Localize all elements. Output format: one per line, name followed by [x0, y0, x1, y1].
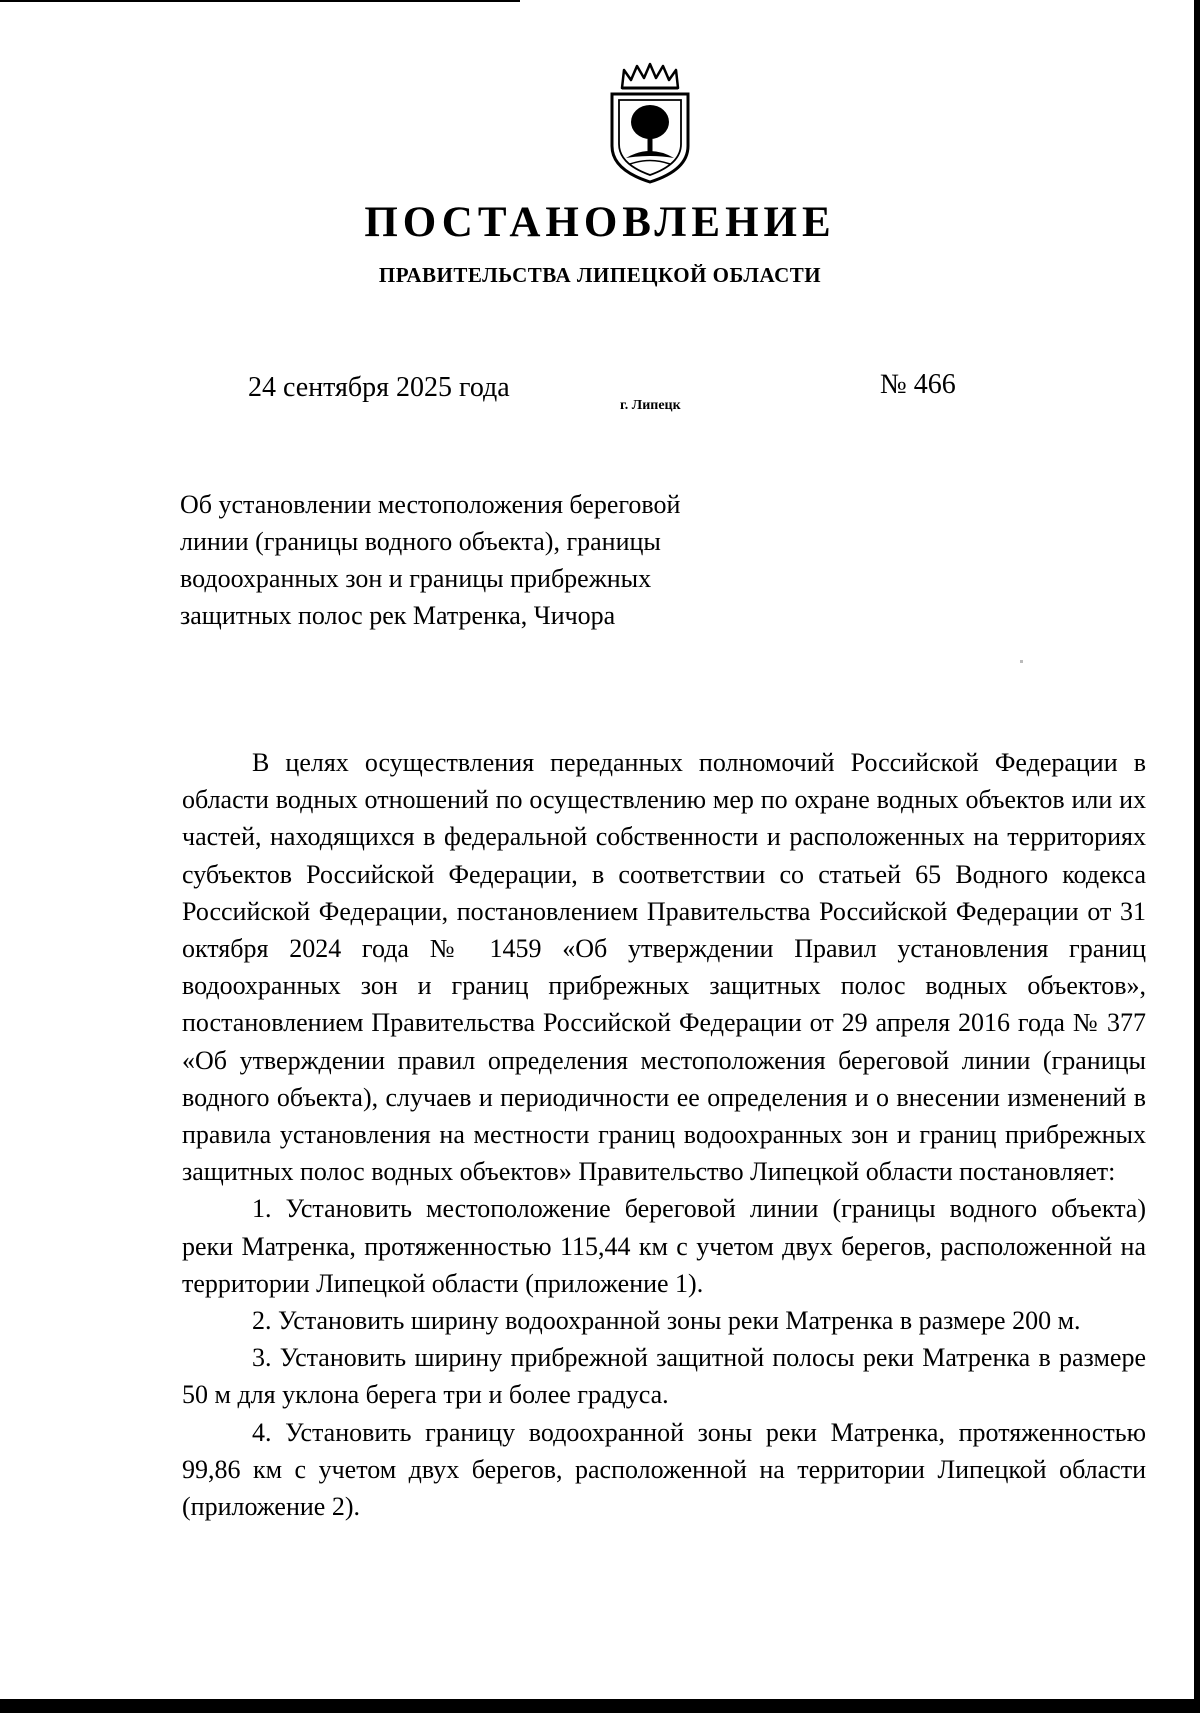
subject-line: линии (границы водного объекта), границы [180, 527, 661, 556]
subject-line: Об установлении местоположения береговой [180, 490, 681, 519]
document-date: 24 сентября 2025 года [248, 372, 510, 403]
body-paragraph-item-3: 3. Установить ширину прибрежной защитной полосы реки Матренка в размере 50 м для уклона берега три и более градуса. [182, 1343, 1146, 1410]
subject-line: защитных полос рек Матренка, Чичора [180, 601, 616, 630]
document-city: г. Липецк [620, 398, 681, 413]
scan-speck [1020, 660, 1023, 663]
document-title: ПОСТАНОВЛЕНИЕ [364, 199, 836, 246]
scan-bottom-edge [0, 1699, 1200, 1713]
body-paragraph-item-4: 4. Установить границу водоохранной зоны реки Матренка, протяженностью 99,86 км с учетом двух берегов, расположенной на территории Липецкой области (приложение 2). [182, 1417, 1146, 1522]
lipetsk-coat-of-arms-icon [600, 58, 700, 188]
subject-line: водоохранных зон и границы прибрежных [180, 564, 652, 593]
scan-top-line [0, 0, 520, 2]
body-paragraph-item-2: 2. Установить ширину водоохранной зоны реки Матренка в размере 200 м. [252, 1306, 1081, 1336]
document-issuer: ПРАВИТЕЛЬСТВА ЛИПЕЦКОЙ ОБЛАСТИ [378, 263, 822, 287]
document-subject [180, 486, 740, 634]
document-number: № 466 [880, 369, 956, 400]
scan-right-edge [1194, 0, 1200, 1713]
body-paragraph-item-1: 1. Установить местоположение береговой линии (границы водного объекта) реки Матренка, протяженностью 115,44 км с учетом двух берегов, расположенной на территории Липецкой области (приложение 1). [182, 1194, 1146, 1298]
body-paragraph-preamble: В целях осуществления переданных полномочий Российской Федерации в области водных отношений по осуществлению мер по охране водных объектов или их частей, находящихся в федеральной собственности и расположенных на территориях субъектов Российской Федерации, в соответствии со статьей 65 Водного кодекса Российской Федерации, постановлением Правительства Российской Федерации от 31 октября 2024 года № 1459 «Об утверждении Правил установления границ водоохранных зон и границ прибрежных защитных полос водных объектов», постановлением Правительства Российской Федерации от 29 апреля 2016 года № 377 «Об утверждении правил определения местоположения береговой линии (границы водного объекта), случаев и периодичности ее определения и о внесении изменений в правила установления на местности границ водоохранных зон и границ прибрежных защитных полос водных объектов» Правительство Липецкой области постановляет: [182, 748, 1146, 1187]
document-body [182, 744, 1146, 1525]
